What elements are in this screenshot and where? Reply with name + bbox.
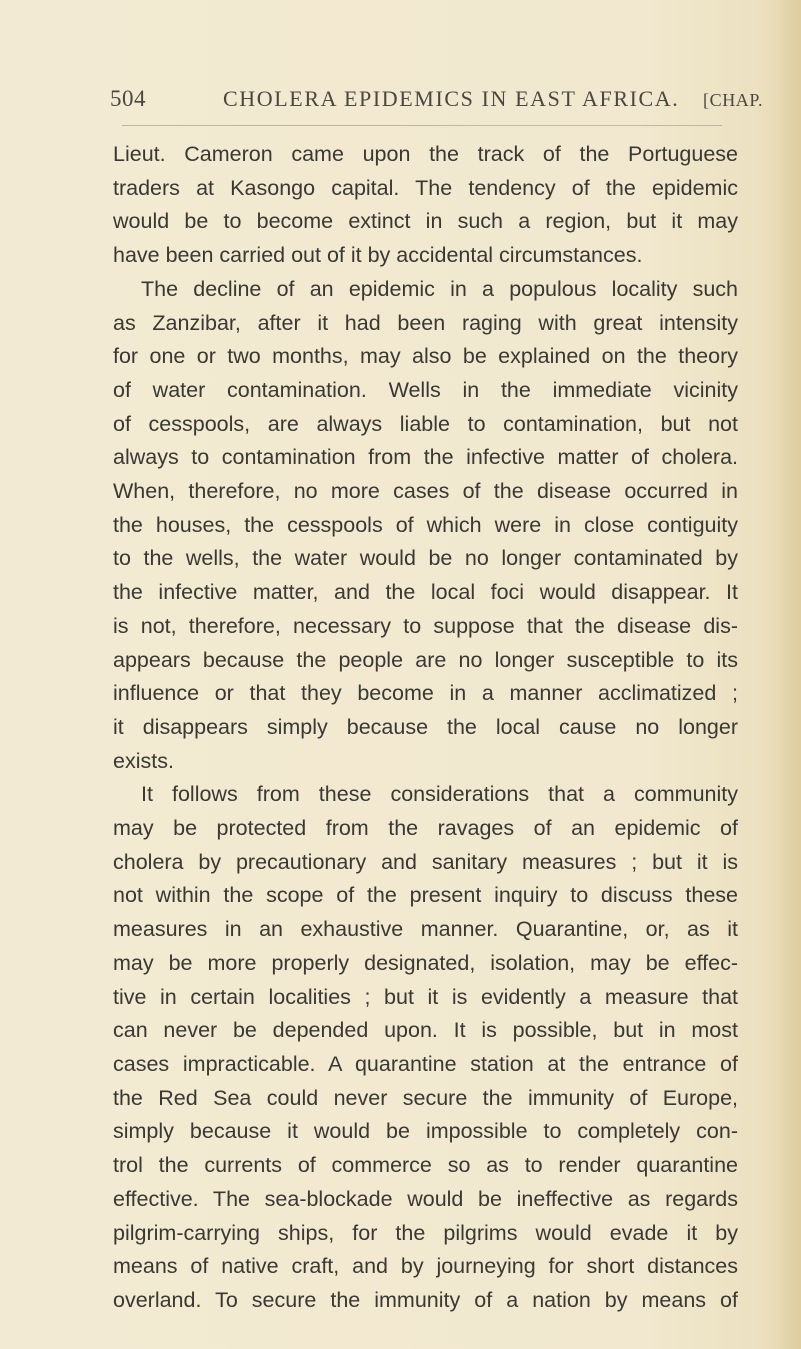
text-line: overland. To secure the immunity of a nation by means of [113, 1287, 738, 1312]
text-line: effective. The sea-blockade would be ineffective as regards [113, 1186, 738, 1211]
text-line: the Red Sea could never secure the immunity of Europe, [113, 1085, 738, 1110]
text-line: exists. [113, 748, 174, 773]
body-text [113, 138, 738, 1318]
text-line: of water contamination. Wells in the immediate vicinity [113, 377, 738, 402]
paragraph-first-line: The decline of an epidemic in a populous locality such [141, 276, 738, 301]
text-line: appears because the people are no longer susceptible to its [113, 647, 738, 672]
text-line: trol the currents of commerce so as to render quarantine [113, 1153, 738, 1178]
running-head [108, 82, 768, 118]
paragraph-first-line: It follows from these considerations that a community [141, 782, 738, 807]
header-rule [122, 125, 722, 126]
text-line: cholera by precautionary and sanitary measures ; but it is [113, 849, 738, 874]
text-line: as Zanzibar, after it had been raging with great intensity [113, 310, 738, 335]
text-line: means of native craft, and by journeying for short distances [113, 1254, 738, 1279]
text-line: Lieut. Cameron came upon the track of the Portuguese [113, 142, 738, 166]
text-line: measures in an exhaustive manner. Quarantine, or, as it [113, 917, 738, 942]
text-line: have been carried out of it by accidental circumstances. [113, 243, 643, 268]
text-line: of cesspools, are always liable to contamination, but not [113, 411, 738, 436]
running-title: CHOLERA EPIDEMICS IN EAST AFRICA. [223, 86, 680, 111]
text-line: When, therefore, no more cases of the disease occurred in [113, 479, 738, 504]
text-line: tive in certain localities ; but it is evidently a measure that [113, 984, 738, 1009]
text-line: influence or that they become in a manner acclimatized ; [113, 681, 738, 706]
text-line: cases impracticable. A quarantine station at the entrance of [113, 1051, 738, 1076]
text-line: to the wells, the water would be no longer contaminated by [113, 546, 738, 571]
text-line: the houses, the cesspools of which were in close contiguity [113, 512, 738, 537]
text-line: the infective matter, and the local foci would disappear. It [113, 580, 738, 605]
text-line: it disappears simply because the local cause no longer [113, 714, 738, 739]
page-number: 504 [110, 86, 146, 111]
page-edge-shadow [775, 0, 801, 1349]
text-line: simply because it would be impossible to completely con- [113, 1119, 738, 1144]
text-line: traders at Kasongo capital. The tendency of the epidemic [113, 175, 738, 200]
text-line: for one or two months, may also be explained on the theory [113, 344, 738, 369]
text-line: may be protected from the ravages of an epidemic of [113, 816, 738, 841]
text-line: pilgrim-carrying ships, for the pilgrims would evade it by [113, 1220, 738, 1245]
text-line: always to contamination from the infective matter of cholera. [113, 445, 738, 470]
text-line: can never be depended upon. It is possible, but in most [113, 1018, 738, 1043]
text-line: is not, therefore, necessary to suppose that the disease dis- [113, 613, 738, 638]
chapter-mark: [CHAP. [703, 90, 764, 110]
text-line: would be to become extinct in such a region, but it may [113, 209, 738, 234]
text-line: not within the scope of the present inquiry to discuss these [113, 883, 738, 908]
text-line: may be more properly designated, isolation, may be effec- [113, 950, 738, 975]
